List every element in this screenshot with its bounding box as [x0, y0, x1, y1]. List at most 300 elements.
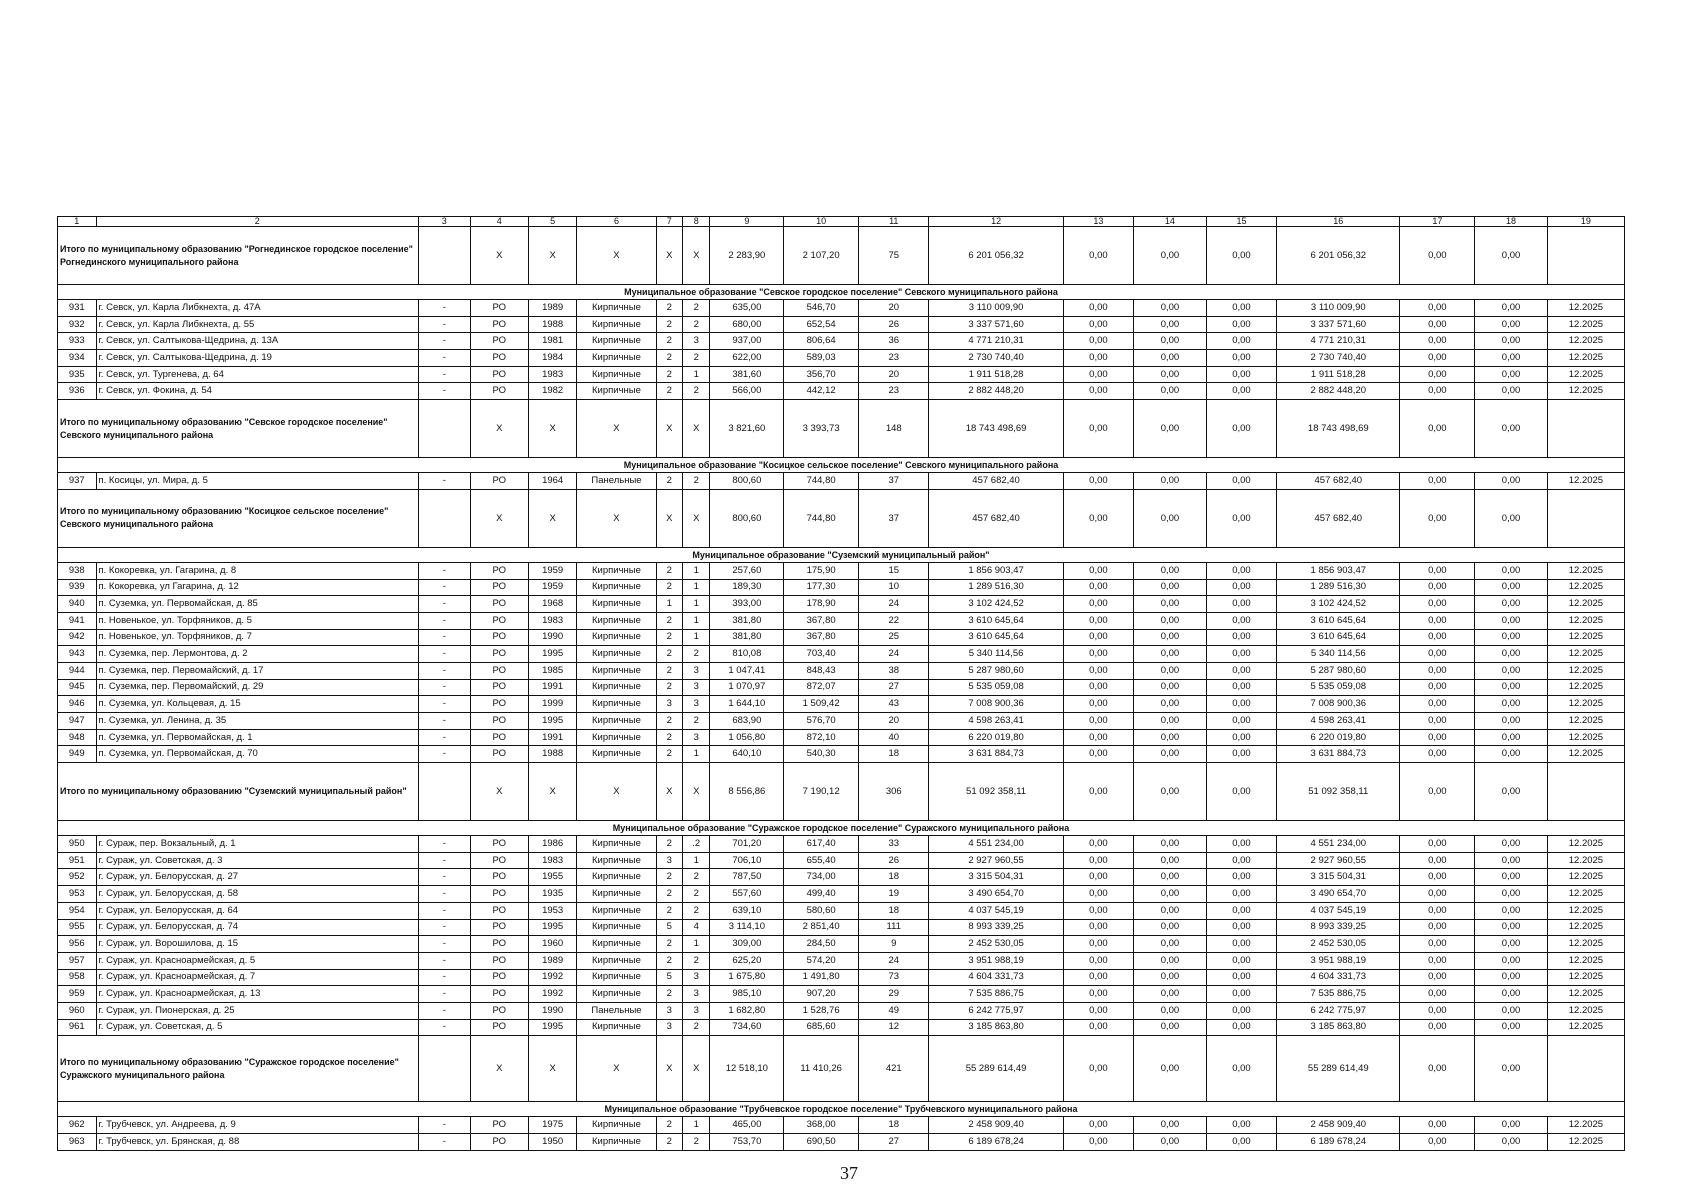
total-cell: 457 682,40 [929, 489, 1063, 547]
table-cell: 12.2025 [1547, 886, 1624, 903]
table-cell: 622,00 [710, 350, 784, 367]
address-cell: г. Сураж, ул. Красноармейская, д. 7 [96, 969, 418, 986]
table-cell: 2 [656, 713, 682, 730]
table-cell: - [418, 366, 470, 383]
table-cell: 26 [859, 316, 929, 333]
table-cell: 0,00 [1475, 300, 1548, 317]
total-row [58, 489, 1625, 547]
table-cell: 683,90 [710, 713, 784, 730]
table-cell: Кирпичные [577, 562, 656, 579]
table-cell: 18 [859, 1117, 929, 1134]
address-cell: г. Севск, ул. Тургенева, д. 64 [96, 366, 418, 383]
table-cell: 0,00 [1134, 473, 1207, 490]
table-cell: 3 610 645,64 [1277, 629, 1400, 646]
table-cell: 1 [682, 562, 710, 579]
table-cell: Кирпичные [577, 869, 656, 886]
address-cell: г. Сураж, ул. Советская, д. 3 [96, 852, 418, 869]
table-cell: 950 [58, 836, 97, 853]
table-cell: РО [470, 952, 528, 969]
table-cell: 0,00 [1063, 952, 1133, 969]
table-cell: 3 [682, 333, 710, 350]
table-cell: 12.2025 [1547, 350, 1624, 367]
total-cell: 6 201 056,32 [1277, 227, 1400, 285]
table-cell: - [418, 936, 470, 953]
total-cell: 0,00 [1400, 227, 1475, 285]
total-cell: X [470, 763, 528, 821]
table-cell: 5 340 114,56 [929, 646, 1063, 663]
table-cell: Кирпичные [577, 696, 656, 713]
total-cell: 0,00 [1206, 489, 1276, 547]
total-cell: 0,00 [1134, 489, 1207, 547]
table-cell: 744,80 [784, 473, 859, 490]
table-cell: 0,00 [1063, 316, 1133, 333]
table-cell: 4 037 545,19 [929, 902, 1063, 919]
table-cell: 12.2025 [1547, 1117, 1624, 1134]
table-cell: 0,00 [1063, 383, 1133, 400]
table-cell: 6 189 678,24 [1277, 1134, 1400, 1151]
table-cell: - [418, 579, 470, 596]
table-cell: 953 [58, 886, 97, 903]
section-title: Муниципальное образование "Трубчевское городское поселение" Трубчевского муниципального района [58, 1102, 1625, 1117]
table-row [58, 696, 1625, 713]
table-row [58, 746, 1625, 763]
address-cell: п. Суземка, ул. Ленина, д. 35 [96, 713, 418, 730]
table-cell: 0,00 [1134, 696, 1207, 713]
housing-register-table [57, 216, 1625, 1151]
table-cell: Кирпичные [577, 662, 656, 679]
table-cell: 1 491,80 [784, 969, 859, 986]
table-cell: 2 452 530,05 [929, 936, 1063, 953]
table-cell: 499,40 [784, 886, 859, 903]
table-cell: - [418, 333, 470, 350]
table-cell: 0,00 [1063, 746, 1133, 763]
total-cell: 0,00 [1063, 763, 1133, 821]
table-cell: 0,00 [1400, 886, 1475, 903]
table-cell: 1 056,80 [710, 729, 784, 746]
total-cell: X [682, 489, 710, 547]
table-cell: 0,00 [1134, 612, 1207, 629]
table-cell: 1988 [528, 316, 576, 333]
table-cell: 0,00 [1134, 629, 1207, 646]
table-cell: 2 [682, 383, 710, 400]
total-row [58, 763, 1625, 821]
table-cell: 1990 [528, 1002, 576, 1019]
table-cell: 0,00 [1206, 562, 1276, 579]
table-cell: 10 [859, 579, 929, 596]
table-cell: 0,00 [1206, 919, 1276, 936]
total-cell: 0,00 [1400, 763, 1475, 821]
table-cell: 0,00 [1134, 300, 1207, 317]
table-cell: 257,60 [710, 562, 784, 579]
table-cell: РО [470, 746, 528, 763]
column-header: 19 [1547, 217, 1624, 227]
table-cell: 5 287 980,60 [929, 662, 1063, 679]
table-cell: 3 102 424,52 [1277, 596, 1400, 613]
table-cell: 0,00 [1063, 919, 1133, 936]
table-cell: 639,10 [710, 902, 784, 919]
table-cell: РО [470, 713, 528, 730]
table-cell: 3 951 988,19 [929, 952, 1063, 969]
table-cell: 0,00 [1475, 316, 1548, 333]
table-cell: 0,00 [1475, 596, 1548, 613]
column-header: 3 [418, 217, 470, 227]
table-cell: 0,00 [1475, 473, 1548, 490]
table-cell: 907,20 [784, 986, 859, 1003]
table-cell: 1959 [528, 562, 576, 579]
total-cell: X [577, 1036, 656, 1102]
table-cell: 6 220 019,80 [929, 729, 1063, 746]
total-cell: X [682, 1036, 710, 1102]
table-cell: 0,00 [1475, 836, 1548, 853]
total-row [58, 227, 1625, 285]
table-cell: РО [470, 579, 528, 596]
table-cell: 576,70 [784, 713, 859, 730]
total-row [58, 1036, 1625, 1102]
table-cell: 12.2025 [1547, 579, 1624, 596]
total-cell: 0,00 [1475, 1036, 1548, 1102]
table-row [58, 902, 1625, 919]
table-cell: 0,00 [1400, 579, 1475, 596]
table-cell: 557,60 [710, 886, 784, 903]
total-label: Итого по муниципальному образованию "Суражское городское поселение" Суражского муниципального района [58, 1036, 419, 1102]
table-cell: 24 [859, 596, 929, 613]
table-cell: 309,00 [710, 936, 784, 953]
total-cell: X [682, 400, 710, 458]
total-cell: X [577, 400, 656, 458]
table-cell: 22 [859, 612, 929, 629]
table-cell: 0,00 [1206, 596, 1276, 613]
table-cell: 4 771 210,31 [1277, 333, 1400, 350]
table-cell: РО [470, 679, 528, 696]
table-cell: 0,00 [1475, 952, 1548, 969]
address-cell: п. Кокоревка, ул Гагарина, д. 12 [96, 579, 418, 596]
table-cell: 12.2025 [1547, 596, 1624, 613]
table-cell: Кирпичные [577, 596, 656, 613]
table-row [58, 869, 1625, 886]
table-cell: 0,00 [1134, 869, 1207, 886]
table-cell: 177,30 [784, 579, 859, 596]
table-cell: 0,00 [1400, 596, 1475, 613]
table-cell: 2 [682, 316, 710, 333]
table-cell: 12.2025 [1547, 366, 1624, 383]
table-cell [418, 763, 470, 821]
table-cell: - [418, 646, 470, 663]
total-cell: 0,00 [1063, 1036, 1133, 1102]
table-cell: Кирпичные [577, 383, 656, 400]
table-cell: 0,00 [1134, 596, 1207, 613]
table-cell: 442,12 [784, 383, 859, 400]
table-cell: Кирпичные [577, 350, 656, 367]
table-cell: 12.2025 [1547, 869, 1624, 886]
table-row [58, 662, 1625, 679]
table-cell: 0,00 [1063, 869, 1133, 886]
table-cell: Панельные [577, 1002, 656, 1019]
table-cell: 0,00 [1206, 886, 1276, 903]
table-cell: 12.2025 [1547, 1019, 1624, 1036]
section-title: Муниципальное образование "Суземский муниципальный район" [58, 547, 1625, 562]
table-cell: 0,00 [1400, 836, 1475, 853]
table-cell: 0,00 [1063, 713, 1133, 730]
total-cell: X [577, 227, 656, 285]
table-cell: 0,00 [1475, 729, 1548, 746]
table-cell: 937,00 [710, 333, 784, 350]
table-cell: 2 927 960,55 [929, 852, 1063, 869]
total-cell: 0,00 [1134, 400, 1207, 458]
table-cell: 12.2025 [1547, 986, 1624, 1003]
table-cell: 0,00 [1063, 579, 1133, 596]
table-cell: 0,00 [1475, 612, 1548, 629]
table-cell: 2 730 740,40 [929, 350, 1063, 367]
table-cell: 958 [58, 969, 97, 986]
table-cell: 0,00 [1206, 333, 1276, 350]
total-cell: X [682, 763, 710, 821]
table-row [58, 473, 1625, 490]
table-cell: 3 110 009,90 [929, 300, 1063, 317]
table-cell: 0,00 [1475, 1134, 1548, 1151]
table-row [58, 383, 1625, 400]
total-cell [1547, 763, 1624, 821]
table-row [58, 333, 1625, 350]
table-cell: 0,00 [1206, 473, 1276, 490]
table-cell: 734,00 [784, 869, 859, 886]
table-cell: 1950 [528, 1134, 576, 1151]
table-cell [418, 400, 470, 458]
table-cell: 0,00 [1475, 902, 1548, 919]
table-cell: 734,60 [710, 1019, 784, 1036]
table-cell: 18 [859, 746, 929, 763]
table-cell: 5 535 059,08 [1277, 679, 1400, 696]
total-cell: X [470, 1036, 528, 1102]
column-header: 16 [1277, 217, 1400, 227]
table-cell: 0,00 [1206, 646, 1276, 663]
total-cell: X [470, 227, 528, 285]
table-row [58, 1117, 1625, 1134]
table-cell: 367,80 [784, 629, 859, 646]
table-cell: 635,00 [710, 300, 784, 317]
table-cell: 12 [859, 1019, 929, 1036]
column-header: 1 [58, 217, 97, 227]
table-cell: 23 [859, 350, 929, 367]
table-cell: 0,00 [1134, 713, 1207, 730]
table-cell: 3 337 571,60 [1277, 316, 1400, 333]
table-cell: 0,00 [1475, 679, 1548, 696]
table-cell: 0,00 [1475, 696, 1548, 713]
column-header: 11 [859, 217, 929, 227]
table-cell: 12.2025 [1547, 646, 1624, 663]
table-cell: 2 730 740,40 [1277, 350, 1400, 367]
table-cell: 0,00 [1400, 1019, 1475, 1036]
table-cell: 935 [58, 366, 97, 383]
table-cell: 0,00 [1475, 383, 1548, 400]
table-cell: 0,00 [1206, 696, 1276, 713]
table-cell: Кирпичные [577, 986, 656, 1003]
table-cell: 2 458 909,40 [929, 1117, 1063, 1134]
table-cell: 1990 [528, 629, 576, 646]
table-cell: 465,00 [710, 1117, 784, 1134]
total-cell: X [656, 489, 682, 547]
table-cell: 12.2025 [1547, 696, 1624, 713]
table-cell: 787,50 [710, 869, 784, 886]
table-cell: 934 [58, 350, 97, 367]
table-cell: 0,00 [1206, 383, 1276, 400]
table-row [58, 969, 1625, 986]
table-cell: 3 315 504,31 [1277, 869, 1400, 886]
table-cell: Кирпичные [577, 969, 656, 986]
table-cell: 0,00 [1475, 1019, 1548, 1036]
table-cell: 0,00 [1400, 562, 1475, 579]
table-cell: РО [470, 629, 528, 646]
total-cell: 421 [859, 1036, 929, 1102]
table-cell: 3 490 654,70 [1277, 886, 1400, 903]
table-cell: 1 [682, 612, 710, 629]
table-cell: 3 631 884,73 [1277, 746, 1400, 763]
table-cell: 0,00 [1134, 986, 1207, 1003]
table-cell: 0,00 [1063, 646, 1133, 663]
total-cell: X [656, 1036, 682, 1102]
table-cell: 1 070,97 [710, 679, 784, 696]
table-cell: - [418, 562, 470, 579]
table-cell: РО [470, 473, 528, 490]
total-cell: 0,00 [1063, 489, 1133, 547]
table-cell: 4 771 210,31 [929, 333, 1063, 350]
table-cell: 948 [58, 729, 97, 746]
table-cell: 625,20 [710, 952, 784, 969]
total-cell: 55 289 614,49 [1277, 1036, 1400, 1102]
table-cell: 457 682,40 [929, 473, 1063, 490]
table-cell: 0,00 [1206, 366, 1276, 383]
table-cell: 4 604 331,73 [929, 969, 1063, 986]
table-cell: 963 [58, 1134, 97, 1151]
column-header: 15 [1206, 217, 1276, 227]
table-cell: 0,00 [1475, 869, 1548, 886]
table-cell: 0,00 [1063, 1002, 1133, 1019]
table-cell: 3 [682, 729, 710, 746]
table-row [58, 646, 1625, 663]
table-cell: 1 528,76 [784, 1002, 859, 1019]
total-cell: X [682, 227, 710, 285]
table-cell: - [418, 886, 470, 903]
table-cell: 0,00 [1206, 986, 1276, 1003]
table-cell: 7 535 886,75 [929, 986, 1063, 1003]
address-cell: п. Суземка, ул. Первомайская, д. 85 [96, 596, 418, 613]
table-cell: 0,00 [1063, 366, 1133, 383]
table-cell: 0,00 [1134, 1019, 1207, 1036]
table-cell: 0,00 [1134, 646, 1207, 663]
table-row [58, 952, 1625, 969]
table-cell: 0,00 [1206, 952, 1276, 969]
table-row [58, 1002, 1625, 1019]
table-cell: 33 [859, 836, 929, 853]
total-label: Итого по муниципальному образованию "Севское городское поселение" Севского муниципального района [58, 400, 419, 458]
table-cell: 957 [58, 952, 97, 969]
table-cell: 800,60 [710, 473, 784, 490]
table-cell: 1999 [528, 696, 576, 713]
total-cell [1547, 1036, 1624, 1102]
table-cell: 0,00 [1134, 1002, 1207, 1019]
table-cell: 985,10 [710, 986, 784, 1003]
column-header: 18 [1475, 217, 1548, 227]
table-cell: 3 610 645,64 [929, 612, 1063, 629]
table-cell: - [418, 852, 470, 869]
table-cell: 0,00 [1475, 333, 1548, 350]
table-cell: Кирпичные [577, 919, 656, 936]
table-cell: 12.2025 [1547, 629, 1624, 646]
address-cell: г. Сураж, ул. Пионерская, д. 25 [96, 1002, 418, 1019]
table-cell: 20 [859, 300, 929, 317]
table-cell: 2 [682, 1134, 710, 1151]
address-cell: п. Новенькое, ул. Торфяников, д. 5 [96, 612, 418, 629]
table-cell: 1 047,41 [710, 662, 784, 679]
table-cell: 0,00 [1475, 936, 1548, 953]
address-cell: г. Сураж, ул. Ворошилова, д. 15 [96, 936, 418, 953]
table-cell: 0,00 [1400, 746, 1475, 763]
table-cell: Кирпичные [577, 579, 656, 596]
table-cell [418, 1036, 470, 1102]
table-cell: 12.2025 [1547, 300, 1624, 317]
table-cell: 0,00 [1134, 350, 1207, 367]
table-cell: Кирпичные [577, 713, 656, 730]
table-cell: 12.2025 [1547, 383, 1624, 400]
address-cell: п. Суземка, ул. Первомайская, д. 1 [96, 729, 418, 746]
table-cell: 2 [682, 952, 710, 969]
table-cell: РО [470, 612, 528, 629]
column-header: 17 [1400, 217, 1475, 227]
table-cell: 0,00 [1134, 316, 1207, 333]
table-cell: Кирпичные [577, 902, 656, 919]
table-cell: 0,00 [1206, 1117, 1276, 1134]
total-cell: X [577, 489, 656, 547]
table-cell: 3 337 571,60 [929, 316, 1063, 333]
table-cell: 4 551 234,00 [929, 836, 1063, 853]
table-cell: 0,00 [1400, 646, 1475, 663]
table-row [58, 579, 1625, 596]
table-cell: 12.2025 [1547, 952, 1624, 969]
table-cell: РО [470, 919, 528, 936]
table-cell: 0,00 [1400, 350, 1475, 367]
table-cell: 0,00 [1206, 629, 1276, 646]
table-cell: 0,00 [1134, 562, 1207, 579]
table-cell: 15 [859, 562, 929, 579]
table-cell: РО [470, 350, 528, 367]
table-cell: 0,00 [1400, 300, 1475, 317]
total-cell: X [656, 400, 682, 458]
table-cell: РО [470, 936, 528, 953]
table-cell: 1991 [528, 729, 576, 746]
table-cell: 939 [58, 579, 97, 596]
table-cell: 0,00 [1063, 300, 1133, 317]
table-cell: 947 [58, 713, 97, 730]
table-cell: РО [470, 852, 528, 869]
table-cell: - [418, 1134, 470, 1151]
table-cell: - [418, 729, 470, 746]
table-cell: 566,00 [710, 383, 784, 400]
column-header: 2 [96, 217, 418, 227]
table-cell: 3 [682, 679, 710, 696]
table-row [58, 316, 1625, 333]
table-cell: 12.2025 [1547, 679, 1624, 696]
table-cell: 2 [682, 646, 710, 663]
total-cell: 18 743 498,69 [1277, 400, 1400, 458]
table-cell: 0,00 [1400, 986, 1475, 1003]
total-cell: 37 [859, 489, 929, 547]
table-cell: 8 993 339,25 [929, 919, 1063, 936]
table-cell: 12.2025 [1547, 936, 1624, 953]
table-cell: РО [470, 300, 528, 317]
table-cell: 0,00 [1134, 836, 1207, 853]
total-cell: 0,00 [1206, 227, 1276, 285]
total-cell: 11 410,26 [784, 1036, 859, 1102]
table-cell: 0,00 [1475, 919, 1548, 936]
